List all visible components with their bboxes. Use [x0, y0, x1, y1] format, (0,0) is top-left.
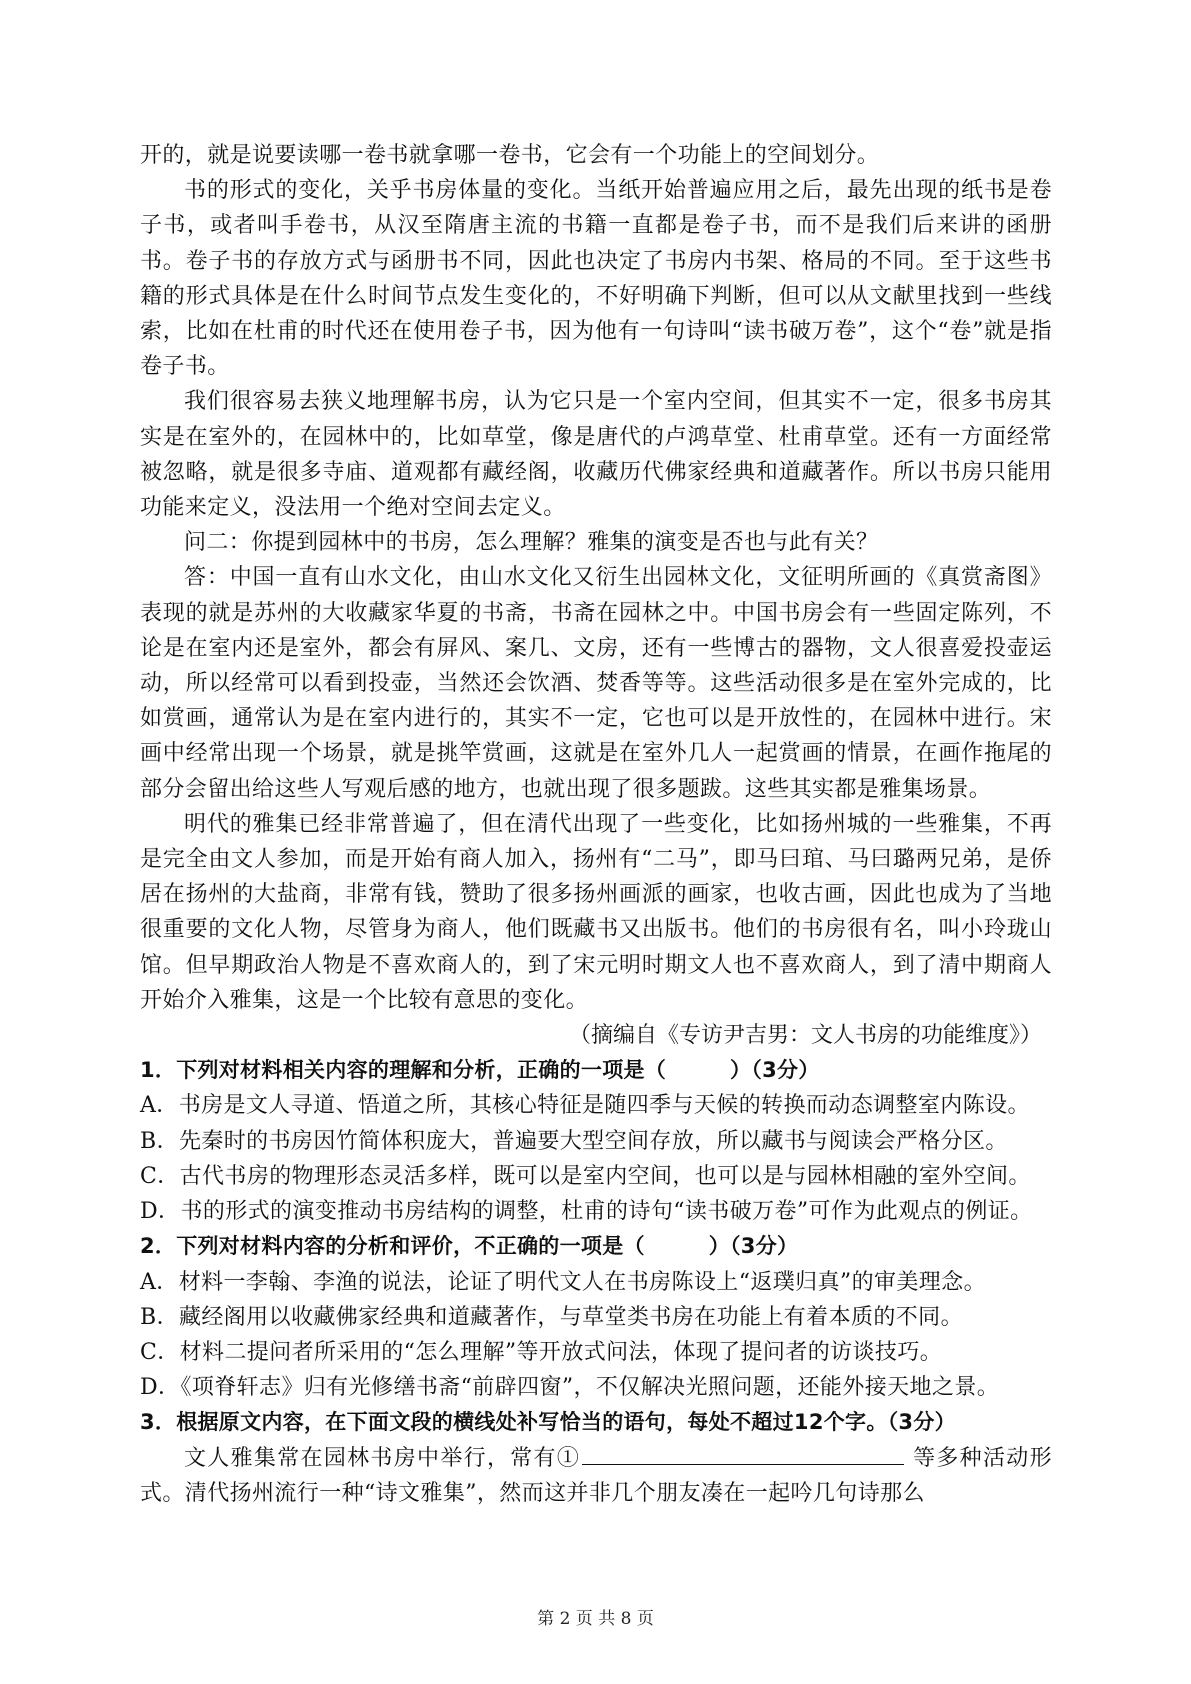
question-2-stem: 2．下列对材料内容的分析和评价，不正确的一项是（ ）（3分） [140, 1234, 799, 1259]
interview-answer-2: 答：中国一直有山水文化，由山水文化又衍生出园林文化，文征明所画的《真赏斋图》表现的就是苏州的大收藏家华夏的书斋，书斋在园林之中。中国书房会有一些固定陈列，不论是在室内还是室外，都会有屏风、案几、文房，还有一些博古的器物，文人很喜爱投壶运动，所以经常可以看到投壶，当然还会饮酒、焚香等等。这些活动很多是在室外完成的，比如赏画，通常认为是在室内进行的，其实不一定，它也可以是开放性的，在园林中进行。宋画中经常出现一个场景，就是挑竿赏画，这就是在室外几人一起赏画的情景，在画作拖尾的部分会留出给这些人写观后感的地方，也就出现了很多题跋。这些其实都是雅集场景。 [140, 565, 1052, 802]
question-3-stem: 3．根据原文内容，在下面文段的横线处补写恰当的语句，每处不超过12个字。（3分） [140, 1410, 956, 1435]
question-3-text [140, 1441, 1052, 1511]
question-1-option-d: D．书的形式的演变推动书房结构的调整，杜甫的诗句“读书破万卷”可作为此观点的例证。 [140, 1199, 1033, 1225]
question-3-text-before: 文人雅集常在园林书房中举行，常有① [184, 1445, 581, 1471]
passage-paragraph-6: 明代的雅集已经非常普遍了，但在清代出现了一些变化，比如扬州城的一些雅集，不再是完全由文人参加，而是开始有商人加入，扬州有“二马”，即马曰琯、马曰璐两兄弟，是侨居在扬州的大盐商，非常有钱，赞助了很多扬州画派的画家，也收古画，因此也成为了当地很重要的文化人物，尽管身为商人，他们既藏书又出版书。他们的书房很有名，叫小玲珑山馆。但早期政治人物是不喜欢商人的，到了宋元明时期文人也不喜欢商人，到了清中期商人开始介入雅集，这是一个比较有意思的变化。 [140, 811, 1052, 1013]
question-2-option-d: D．《项脊轩志》归有光修缮书斋“前辟四窗”，不仅解决光照问题，还能外接天地之景。 [140, 1375, 1000, 1401]
question-1-option-a: A．书房是文人寻道、悟道之所，其核心特征是随四季与天候的转换而动态调整室内陈设。 [140, 1093, 1030, 1119]
interview-question-2: 问二：你提到园林中的书房，怎么理解？雅集的演变是否也与此有关？ [184, 530, 879, 556]
passage-paragraph-2: 书的形式的变化，关乎书房体量的变化。当纸开始普遍应用之后，最先出现的纸书是卷子书，或者叫手卷书，从汉至隋唐主流的书籍一直都是卷子书，而不是我们后来讲的函册书。卷子书的存放方式与函册书不同，因此也决定了书房内书架、格局的不同。至于这些书籍的形式具体是在什么时间节点发生变化的，不好明确下判断，但可以从文献里找到一些线索，比如在杜甫的时代还在使用卷子书，因为他有一句诗叫“读书破万卷”，这个“卷”就是指卷子书。 [140, 178, 1052, 380]
question-2-option-b: B．藏经阁用以收藏佛家经典和道藏著作，与草堂类书房在功能上有着本质的不同。 [140, 1304, 963, 1330]
answer-blank-1[interactable] [582, 1442, 904, 1465]
passage-paragraph-3: 我们很容易去狭义地理解书房，认为它只是一个室内空间，但其实不一定，很多书房其实是在室外的，在园林中的，比如草堂，像是唐代的卢鸿草堂、杜甫草堂。还有一方面经常被忽略，就是很多寺庙、道观都有藏经阁，收藏历代佛家经典和道藏著作。所以书房只能用功能来定义，没法用一个绝对空间去定义。 [140, 389, 1052, 521]
question-2-option-a: A．材料一李翰、李渔的说法，论证了明代文人在书房陈设上“返璞归真”的审美理念。 [140, 1269, 986, 1295]
source-citation: （摘编自《专访尹吉男：文人书房的功能维度》） [568, 1023, 1042, 1049]
question-1-option-c: C．古代书房的物理形态灵活多样，既可以是室内空间，也可以是与园林相融的室外空间。 [140, 1163, 1031, 1189]
question-1-stem: 1．下列对材料相关内容的理解和分析，正确的一项是（ ）（3分） [140, 1058, 820, 1083]
question-3-text-after: 等多种活动形式。清代扬州流行一种“诗文雅集”，然而这并非几个朋友凑在一起吟几句诗那么 [140, 1445, 1052, 1506]
question-1-option-b: B．先秦时的书房因竹简体积庞大，普遍要大型空间存放，所以藏书与阅读会严格分区。 [140, 1128, 1008, 1154]
passage-paragraph-1: 开的，就是说要读哪一卷书就拿哪一卷书，它会有一个功能上的空间划分。 [140, 143, 880, 168]
page-footer: 第 2 页 共 8 页 [537, 1609, 654, 1629]
question-2-option-c: C．材料二提问者所采用的“怎么理解”等开放式问法，体现了提问者的访谈技巧。 [140, 1339, 943, 1365]
page-content [140, 138, 1052, 1511]
